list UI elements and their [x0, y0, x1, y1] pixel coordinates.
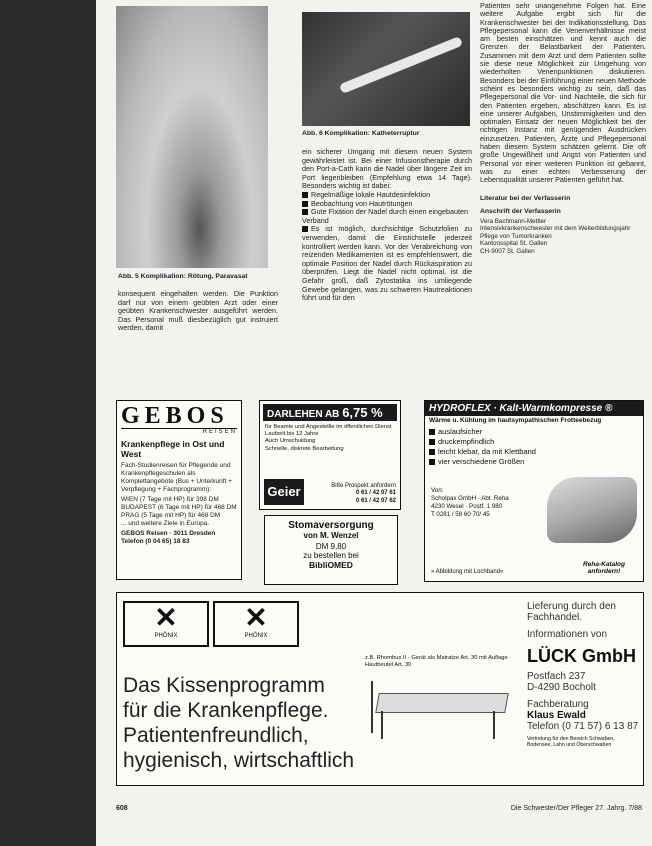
phoenix-logo-left: ✕ PHÖNIX	[123, 601, 209, 647]
journal-footer: Die Schwester/Der Pfleger 27. Jahrg. 7/88	[510, 805, 642, 812]
literature-heading: Literatur bei der Verfasserin	[480, 194, 571, 202]
bullet-item: Gute Fixation der Nadel durch einen eingebauten Verband	[302, 207, 469, 225]
hydroflex-title: HYDROFLEX · Kalt-Warmkompresse ®	[425, 401, 643, 416]
bullet-icon	[429, 459, 435, 465]
stoma-price: DM 9,80	[315, 542, 347, 551]
bullet-item: Beobachtung von Hautrötungen	[302, 200, 472, 209]
gebos-sub: REISEN	[121, 428, 237, 435]
hydroflex-features	[425, 425, 643, 469]
article-col2	[302, 148, 472, 303]
figure-caption-2: Abb. 6 Komplikation: Katheterruptur	[302, 130, 420, 137]
feature-item: druckempfindlich	[429, 437, 639, 447]
darlehen-details: für Beamte und Angestellte im öffentlichen Dienst Laufzeit bis 12 Jahre Auch Umschuldung Schnelle, diskrete Bearbeitung	[265, 424, 392, 452]
bullet-item: Regelmäßige lokale Hautdesinfektion	[302, 191, 472, 200]
bed-caption: z.B. Rhombus II · Gerät als Matratze Art. 30 mit Auflage · Hautbeutel Art. 30	[365, 655, 512, 668]
hydroflex-ad	[424, 400, 644, 582]
bullet-icon	[429, 439, 435, 445]
gebos-intro: Fach-Studienreisen für Pflegende und Krankenpflegeschulen als Komplettangebote (Bus + Unterkunft + Verpflegung + Fachprogramm):	[121, 462, 232, 493]
hydroflex-vendor: Von: Scholpax GmbH · Abt. Reha 4230 Wesel · Postf. 1 980 T 0281 / 58 60 70/ 45	[431, 487, 509, 518]
darlehen-contact: Bitte Prospekt anfordern 0 61 / 42 07 61 0 61 / 42 07 62	[331, 482, 396, 504]
gebos-more: ... und weitere Ziele in Europa.	[121, 520, 210, 527]
article-col2-text: ein sicherer Umgang mit diesem neuen System gewährleistet ist. Bei einer Infusionstherapie durch den Port-a-Cath kann die Nadel über längere Zeit im Port liegenbleiben (Empfehlung etwa 14 Tage). Besonders wichtig ist dabei:	[302, 147, 472, 191]
feature-item: vier verschiedene Größen	[429, 457, 639, 467]
compress-image	[547, 477, 637, 543]
gebos-offer: PRAG (5 Tage mit HP) für 468 DM	[121, 512, 221, 519]
stoma-ad	[264, 515, 398, 585]
gebos-phone: Telefon (0 04 65) 18 83	[121, 538, 190, 545]
figure-photo-redness	[116, 6, 268, 268]
article-col3-text: Patienten sehr unangenehme Folgen hat. Eine weitere Aufgabe ergibt sich für die Krankenschwester bei der Indikationsstellung. Das Pflegepersonal kann die Venenverhältnisse meist am besten einschätzen und kennt auch die Grenzen der Belastbarkeit der Patienten. Zusammen mit dem Arzt und dem Patienten sollte sie diese neue Möglichkeit zur Umgehung von wiederholten Venenpunktionen diskutieren. Besonders bei der Einführung einer neuen Methode scheint es besonders wichtig zu sein, daß das Pflegepersonal die Vor- und Nachteile, die sich für den Patienten ergeben, abschätzen kann. Es ist eine unserer Aufgaben, Unstimmigkeiten und den optimalen Einsatz der neuen Möglichkeit bei der richtigen Instanz mit genügenden Ausdrücken einzusetzen. Patienten, Ärzte und Pflegepersonal haben diesem System schätzen gelernt. Die oft große Ungewißheit und Angst von Patienten und Personal vor einer weiteren Punktion ist gebannt, was zu einer echten Verbesserung der Lebensqualität unserer Patienten geführt hat.	[480, 1, 646, 185]
bullet-icon	[429, 429, 435, 435]
stoma-vendor: BibliOMED	[309, 560, 353, 570]
gebos-logo: GEBOS	[121, 403, 229, 429]
hydroflex-left-note: » Abbildung mit Lochband«	[431, 569, 504, 575]
stoma-author: von M. Wenzel	[303, 531, 359, 540]
bullet-icon	[429, 449, 435, 455]
hydroflex-subtitle: Wärme u. Kühlung im hautsympathischen Frotteebezug	[429, 417, 602, 424]
luck-phone: Telefon (0 71 57) 6 13 87	[527, 721, 639, 732]
bullet-item: Es ist möglich, durchsichtige Schutzfolien zu verwenden, damit die Einstichstelle jederzeit kontrolliert werden kann. Vor der Verabreichung von reizenden Medikamenten ist es empfehlenswert, die optimale Position der Nadel durch Rückaspiration zu überprüfen. Liegt die Nadel nicht optimal, ist die Gefahr groß, daß Zytostatika ins umliegende Gewebe gelangen, was zu schweren Hautreaktionen führt und für den	[302, 224, 472, 303]
feature-item: auslaufsicher	[429, 427, 639, 437]
document-page	[96, 0, 652, 846]
article-col1-text: konsequent eingehalten werden. Die Punktion darf nur von einem geübten Arzt oder einer geübten Krankenschwester ausgeführt werden. Das Personal muß diesbezüglich gut instruiert werden, damit	[118, 289, 278, 333]
stoma-order: zu bestellen bei	[303, 551, 359, 560]
gebos-offer: WIEN (7 Tage mit HP) für 398 DM	[121, 496, 219, 503]
lueck-ad	[116, 592, 644, 786]
hydroflex-catalog-note: Reha-Katalog anfordern!	[583, 561, 625, 575]
page-number: 608	[116, 805, 128, 812]
figure-caption-1: Abb. 5 Komplikation: Rötung, Paravasat	[118, 273, 248, 280]
author-address: Vera Bachmann-Mettler Intensivkrankenschwester mit dem Weiterbildungsjahr Pflege von Tumorkranken Kantonsspital St. Gallen CH-9007 St. Gallen	[480, 217, 631, 255]
luck-slogan: Das Kissenprogramm für die Krankenpflege. Patientenfreundlich, hygienisch, wirtschaftlich	[123, 674, 355, 772]
article-col3	[480, 2, 646, 256]
phoenix-logo-right: ✕ PHÖNIX	[213, 601, 299, 647]
geier-logo: Geier	[264, 479, 304, 505]
gebos-offer: BUDAPEST (6 Tage mit HP) für 468 DM	[121, 504, 237, 511]
gebos-title: Krankenpflege in Ost und West	[121, 439, 225, 459]
darlehen-ad	[259, 400, 401, 510]
feature-item: leicht klebar, da mit Klettband	[429, 447, 639, 457]
luck-contact: Lieferung durch den Fachhandel. Informationen von LÜCK GmbH Postfach 237 D-4290 Bocholt Fachberatung Klaus Ewald Telefon (0 71 57) 6 13 87 Vertretung für den Bereich Schwaben, Bodensee, Lahn und Oberschwaben	[527, 601, 639, 749]
stoma-title: Stomaversorgung	[288, 520, 374, 531]
darlehen-banner: DARLEHEN AB 6,75 %	[263, 404, 397, 421]
gebos-ad	[116, 400, 242, 580]
luck-fine: Vertretung für den Bereich Schwaben, Bodensee, Lahn und Oberschwaben	[527, 736, 615, 749]
bed-image	[367, 673, 509, 743]
author-heading: Anschrift der Verfasserin	[480, 207, 561, 215]
luck-company: LÜCK GmbH	[527, 646, 636, 666]
gebos-address: GEBOS Reisen · 3011 Dresden	[121, 530, 216, 537]
